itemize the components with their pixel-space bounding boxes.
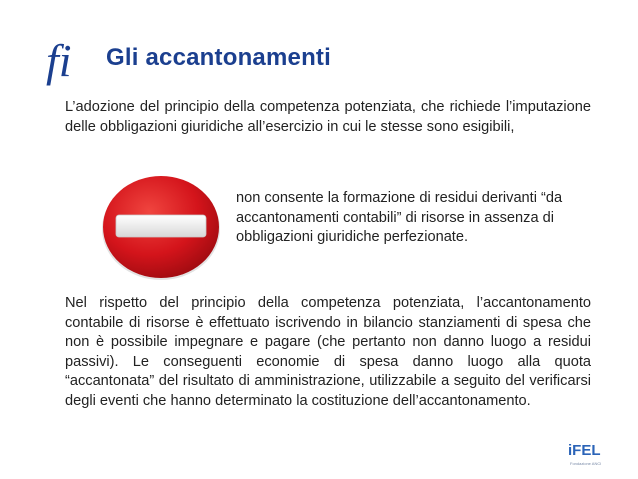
svg-text:iFEL: iFEL (568, 442, 601, 459)
callout-text: non consente la formazione di residui derivanti “da accantonamenti contabili” di risorse in assenza di obbligazioni giuridiche perfezionate. (236, 190, 563, 246)
svg-text:Fondazione ANCI: Fondazione ANCI (570, 461, 602, 466)
main-paragraph: Nel rispetto del principio della competenza potenziata, l’accantonamento contabile di risorse è effettuato iscrivendo in bilancio stanziamenti di spesa che non è possibile impegnare e pagare (che pertanto non danno luogo a residui passivi). Le conseguenti economie di spesa danno luogo alla quota “accantonata” del risultato di amministrazione, utilizzabile a seguito del verificarsi degli eventi che hanno determinato la costituzione dell’accantonamento. (65, 295, 591, 409)
fi-logo-icon (44, 34, 84, 88)
no-entry-icon (100, 173, 222, 281)
page-title: Gli accantonamenti (106, 44, 331, 71)
ifel-logo (567, 436, 607, 470)
svg-text:fi: fi (46, 35, 72, 86)
intro-paragraph: L’adozione del principio della competenza potenziata, che richiede l’imputazione delle obbligazioni giuridiche all’esercizio in cui le stesse sono esigibili, (65, 99, 591, 135)
